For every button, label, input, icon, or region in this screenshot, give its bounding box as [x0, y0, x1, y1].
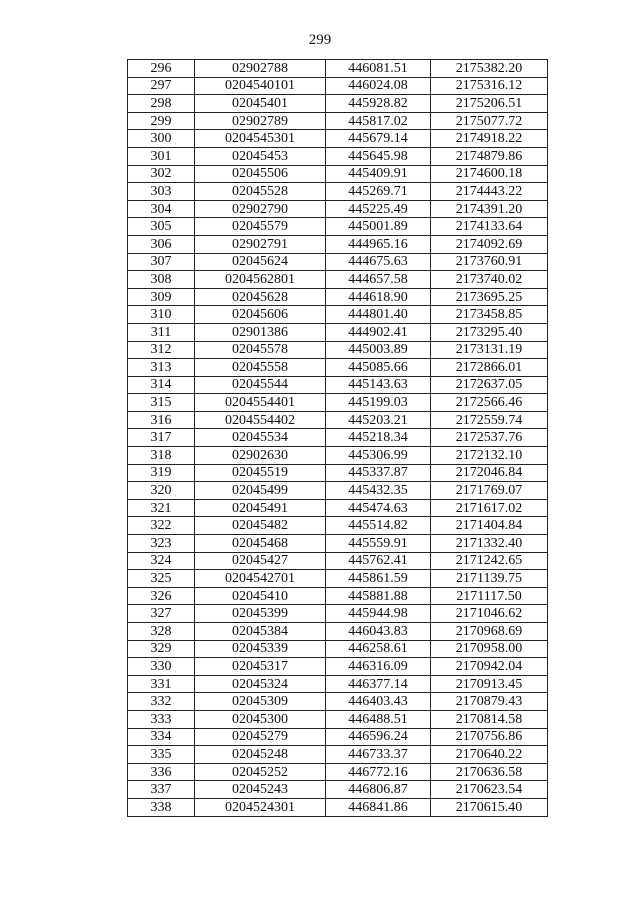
x-coordinate-cell: 446024.08	[326, 77, 431, 95]
point-id-cell: 0204554401	[195, 394, 326, 412]
point-id-cell: 02901386	[195, 323, 326, 341]
y-coordinate-cell: 2172559.74	[431, 411, 548, 429]
point-id-cell: 02902791	[195, 235, 326, 253]
y-coordinate-cell: 2172637.05	[431, 376, 548, 394]
table-row	[128, 728, 548, 746]
table-row	[128, 183, 548, 201]
table-row	[128, 640, 548, 658]
point-id-cell: 02902788	[195, 60, 326, 78]
table-row	[128, 359, 548, 377]
table-row	[128, 710, 548, 728]
point-number-cell: 302	[128, 165, 195, 183]
point-number-cell: 332	[128, 693, 195, 711]
point-id-cell: 02045544	[195, 376, 326, 394]
x-coordinate-cell: 445514.82	[326, 517, 431, 535]
table-row	[128, 517, 548, 535]
table-row	[128, 271, 548, 289]
y-coordinate-cell: 2171139.75	[431, 570, 548, 588]
y-coordinate-cell: 2171242.65	[431, 552, 548, 570]
y-coordinate-cell: 2174600.18	[431, 165, 548, 183]
x-coordinate-cell: 444902.41	[326, 323, 431, 341]
point-number-cell: 312	[128, 341, 195, 359]
point-id-cell: 02045384	[195, 623, 326, 641]
y-coordinate-cell: 2172537.76	[431, 429, 548, 447]
y-coordinate-cell: 2171046.62	[431, 605, 548, 623]
table-row	[128, 147, 548, 165]
point-number-cell: 296	[128, 60, 195, 78]
point-number-cell: 338	[128, 798, 195, 816]
x-coordinate-cell: 445225.49	[326, 200, 431, 218]
point-number-cell: 322	[128, 517, 195, 535]
point-id-cell: 0204524301	[195, 798, 326, 816]
point-id-cell: 02045579	[195, 218, 326, 236]
table-row	[128, 798, 548, 816]
point-id-cell: 02902790	[195, 200, 326, 218]
table-row	[128, 675, 548, 693]
point-id-cell: 0204562801	[195, 271, 326, 289]
table-row	[128, 464, 548, 482]
y-coordinate-cell: 2171117.50	[431, 587, 548, 605]
x-coordinate-cell: 445762.41	[326, 552, 431, 570]
x-coordinate-cell: 445218.34	[326, 429, 431, 447]
x-coordinate-cell: 446733.37	[326, 746, 431, 764]
x-coordinate-cell: 445001.89	[326, 218, 431, 236]
table-row	[128, 77, 548, 95]
point-number-cell: 326	[128, 587, 195, 605]
table-row	[128, 165, 548, 183]
point-number-cell: 317	[128, 429, 195, 447]
point-id-cell: 02045410	[195, 587, 326, 605]
x-coordinate-cell: 446081.51	[326, 60, 431, 78]
x-coordinate-cell: 444675.63	[326, 253, 431, 271]
table-row	[128, 130, 548, 148]
table-row	[128, 411, 548, 429]
y-coordinate-cell: 2175316.12	[431, 77, 548, 95]
table-row	[128, 218, 548, 236]
y-coordinate-cell: 2171769.07	[431, 482, 548, 500]
table-row	[128, 623, 548, 641]
point-number-cell: 307	[128, 253, 195, 271]
point-number-cell: 299	[128, 112, 195, 130]
point-id-cell: 02045519	[195, 464, 326, 482]
table-row	[128, 658, 548, 676]
point-number-cell: 303	[128, 183, 195, 201]
table-row	[128, 552, 548, 570]
point-id-cell: 0204542701	[195, 570, 326, 588]
table-row	[128, 447, 548, 465]
x-coordinate-cell: 445474.63	[326, 499, 431, 517]
y-coordinate-cell: 2171332.40	[431, 535, 548, 553]
point-number-cell: 330	[128, 658, 195, 676]
page-number: 299	[308, 32, 332, 48]
x-coordinate-cell: 444801.40	[326, 306, 431, 324]
table-row	[128, 95, 548, 113]
y-coordinate-cell: 2174443.22	[431, 183, 548, 201]
point-id-cell: 02045401	[195, 95, 326, 113]
point-number-cell: 300	[128, 130, 195, 148]
point-number-cell: 314	[128, 376, 195, 394]
x-coordinate-cell: 445817.02	[326, 112, 431, 130]
x-coordinate-cell: 445269.71	[326, 183, 431, 201]
point-number-cell: 308	[128, 271, 195, 289]
table-row	[128, 235, 548, 253]
table-row	[128, 482, 548, 500]
point-id-cell: 0204540101	[195, 77, 326, 95]
point-number-cell: 319	[128, 464, 195, 482]
point-id-cell: 02045252	[195, 763, 326, 781]
coordinates-table	[127, 59, 548, 817]
x-coordinate-cell: 444965.16	[326, 235, 431, 253]
y-coordinate-cell: 2175382.20	[431, 60, 548, 78]
table-row	[128, 60, 548, 78]
x-coordinate-cell: 445679.14	[326, 130, 431, 148]
point-id-cell: 02045558	[195, 359, 326, 377]
point-id-cell: 0204554402	[195, 411, 326, 429]
point-number-cell: 306	[128, 235, 195, 253]
point-number-cell: 325	[128, 570, 195, 588]
x-coordinate-cell: 445337.87	[326, 464, 431, 482]
point-id-cell: 02045491	[195, 499, 326, 517]
point-number-cell: 309	[128, 288, 195, 306]
point-id-cell: 02045339	[195, 640, 326, 658]
point-number-cell: 334	[128, 728, 195, 746]
point-id-cell: 02045534	[195, 429, 326, 447]
point-number-cell: 335	[128, 746, 195, 764]
point-number-cell: 310	[128, 306, 195, 324]
point-number-cell: 301	[128, 147, 195, 165]
y-coordinate-cell: 2173760.91	[431, 253, 548, 271]
y-coordinate-cell: 2173295.40	[431, 323, 548, 341]
x-coordinate-cell: 445881.88	[326, 587, 431, 605]
table-row	[128, 376, 548, 394]
point-id-cell: 02045606	[195, 306, 326, 324]
point-number-cell: 316	[128, 411, 195, 429]
point-id-cell: 02045506	[195, 165, 326, 183]
point-number-cell: 331	[128, 675, 195, 693]
point-number-cell: 337	[128, 781, 195, 799]
point-number-cell: 321	[128, 499, 195, 517]
point-id-cell: 0204545301	[195, 130, 326, 148]
y-coordinate-cell: 2170814.58	[431, 710, 548, 728]
table-row	[128, 306, 548, 324]
table-row	[128, 200, 548, 218]
x-coordinate-cell: 445085.66	[326, 359, 431, 377]
y-coordinate-cell: 2172046.84	[431, 464, 548, 482]
y-coordinate-cell: 2171617.02	[431, 499, 548, 517]
point-id-cell: 02902789	[195, 112, 326, 130]
y-coordinate-cell: 2174391.20	[431, 200, 548, 218]
x-coordinate-cell: 445928.82	[326, 95, 431, 113]
point-number-cell: 320	[128, 482, 195, 500]
point-id-cell: 02045399	[195, 605, 326, 623]
point-number-cell: 311	[128, 323, 195, 341]
x-coordinate-cell: 445203.21	[326, 411, 431, 429]
y-coordinate-cell: 2170913.45	[431, 675, 548, 693]
x-coordinate-cell: 445861.59	[326, 570, 431, 588]
y-coordinate-cell: 2173695.25	[431, 288, 548, 306]
point-number-cell: 324	[128, 552, 195, 570]
y-coordinate-cell: 2170640.22	[431, 746, 548, 764]
table-row	[128, 288, 548, 306]
point-number-cell: 323	[128, 535, 195, 553]
y-coordinate-cell: 2170615.40	[431, 798, 548, 816]
point-id-cell: 02045243	[195, 781, 326, 799]
y-coordinate-cell: 2174133.64	[431, 218, 548, 236]
point-number-cell: 298	[128, 95, 195, 113]
y-coordinate-cell: 2173458.85	[431, 306, 548, 324]
point-number-cell: 313	[128, 359, 195, 377]
point-id-cell: 02045628	[195, 288, 326, 306]
x-coordinate-cell: 446316.09	[326, 658, 431, 676]
point-number-cell: 329	[128, 640, 195, 658]
x-coordinate-cell: 445645.98	[326, 147, 431, 165]
table-row	[128, 781, 548, 799]
point-id-cell: 02045279	[195, 728, 326, 746]
point-number-cell: 336	[128, 763, 195, 781]
point-number-cell: 328	[128, 623, 195, 641]
y-coordinate-cell: 2172866.01	[431, 359, 548, 377]
table-row	[128, 587, 548, 605]
table-row	[128, 535, 548, 553]
x-coordinate-cell: 445306.99	[326, 447, 431, 465]
x-coordinate-cell: 445409.91	[326, 165, 431, 183]
point-id-cell: 02045499	[195, 482, 326, 500]
y-coordinate-cell: 2173131.19	[431, 341, 548, 359]
y-coordinate-cell: 2174092.69	[431, 235, 548, 253]
y-coordinate-cell: 2175077.72	[431, 112, 548, 130]
table-row	[128, 112, 548, 130]
coordinates-table-body	[128, 60, 548, 817]
table-row	[128, 570, 548, 588]
x-coordinate-cell: 445199.03	[326, 394, 431, 412]
point-number-cell: 305	[128, 218, 195, 236]
table-row	[128, 693, 548, 711]
x-coordinate-cell: 446377.14	[326, 675, 431, 693]
point-number-cell: 318	[128, 447, 195, 465]
point-number-cell: 327	[128, 605, 195, 623]
point-number-cell: 333	[128, 710, 195, 728]
y-coordinate-cell: 2170968.69	[431, 623, 548, 641]
table-row	[128, 746, 548, 764]
table-row	[128, 605, 548, 623]
point-number-cell: 315	[128, 394, 195, 412]
y-coordinate-cell: 2172566.46	[431, 394, 548, 412]
point-number-cell: 297	[128, 77, 195, 95]
x-coordinate-cell: 444618.90	[326, 288, 431, 306]
point-id-cell: 02045309	[195, 693, 326, 711]
x-coordinate-cell: 445559.91	[326, 535, 431, 553]
point-id-cell: 02045624	[195, 253, 326, 271]
y-coordinate-cell: 2172132.10	[431, 447, 548, 465]
y-coordinate-cell: 2175206.51	[431, 95, 548, 113]
table-row	[128, 429, 548, 447]
y-coordinate-cell: 2170623.54	[431, 781, 548, 799]
y-coordinate-cell: 2170958.00	[431, 640, 548, 658]
table-row	[128, 341, 548, 359]
point-id-cell: 02045578	[195, 341, 326, 359]
y-coordinate-cell: 2170879.43	[431, 693, 548, 711]
x-coordinate-cell: 446596.24	[326, 728, 431, 746]
point-id-cell: 02045300	[195, 710, 326, 728]
x-coordinate-cell: 446403.43	[326, 693, 431, 711]
point-id-cell: 02045528	[195, 183, 326, 201]
y-coordinate-cell: 2174879.86	[431, 147, 548, 165]
table-row	[128, 253, 548, 271]
x-coordinate-cell: 446258.61	[326, 640, 431, 658]
y-coordinate-cell: 2173740.02	[431, 271, 548, 289]
point-id-cell: 02045248	[195, 746, 326, 764]
x-coordinate-cell: 445003.89	[326, 341, 431, 359]
point-number-cell: 304	[128, 200, 195, 218]
x-coordinate-cell: 446043.83	[326, 623, 431, 641]
y-coordinate-cell: 2170756.86	[431, 728, 548, 746]
table-row	[128, 499, 548, 517]
table-row	[128, 763, 548, 781]
x-coordinate-cell: 446488.51	[326, 710, 431, 728]
point-id-cell: 02902630	[195, 447, 326, 465]
point-id-cell: 02045324	[195, 675, 326, 693]
point-id-cell: 02045317	[195, 658, 326, 676]
y-coordinate-cell: 2170636.58	[431, 763, 548, 781]
x-coordinate-cell: 446772.16	[326, 763, 431, 781]
point-id-cell: 02045427	[195, 552, 326, 570]
x-coordinate-cell: 446806.87	[326, 781, 431, 799]
x-coordinate-cell: 446841.86	[326, 798, 431, 816]
x-coordinate-cell: 445432.35	[326, 482, 431, 500]
point-id-cell: 02045468	[195, 535, 326, 553]
point-id-cell: 02045453	[195, 147, 326, 165]
x-coordinate-cell: 444657.58	[326, 271, 431, 289]
x-coordinate-cell: 445944.98	[326, 605, 431, 623]
table-row	[128, 394, 548, 412]
table-row	[128, 323, 548, 341]
x-coordinate-cell: 445143.63	[326, 376, 431, 394]
y-coordinate-cell: 2170942.04	[431, 658, 548, 676]
point-id-cell: 02045482	[195, 517, 326, 535]
y-coordinate-cell: 2171404.84	[431, 517, 548, 535]
y-coordinate-cell: 2174918.22	[431, 130, 548, 148]
